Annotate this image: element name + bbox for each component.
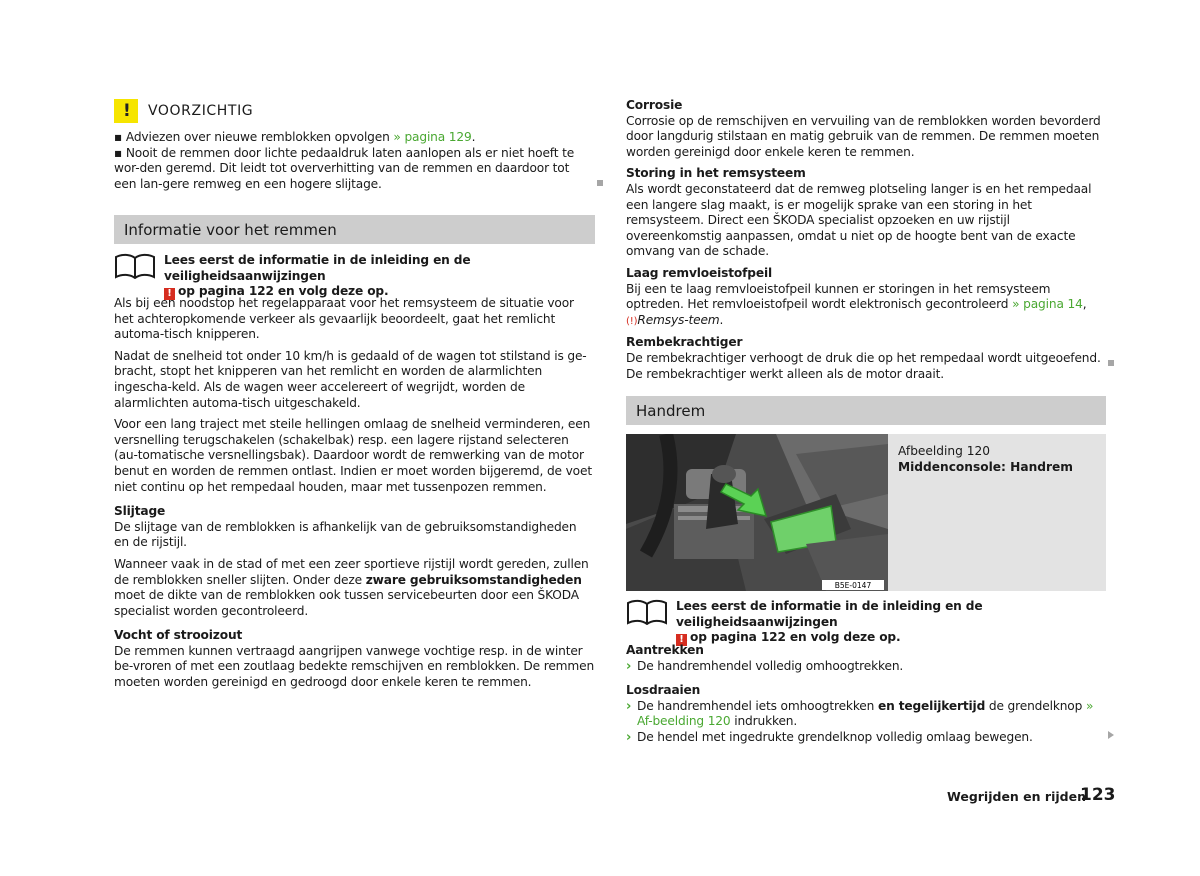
text-span: de grendelknop bbox=[985, 698, 1086, 713]
caution-bullet-2-text: Nooit de remmen door lichte pedaaldruk laten aanlopen als er niet hoeft te wor-den geremd. Dit leidt tot oververhitting van de remmen en daardoor tot een lan-gere remweg en een hogere slijtage. bbox=[114, 145, 575, 191]
paragraph: Als wordt geconstateerd dat de remweg plotseling langer is en het rempedaal een langere slag maakt, is er mogelijk sprake van een storing in het remsysteem. Direct een ŠKODA specialist opzoeken en uw rijstijl overeenkomstig aanpassen, omdat u niet op de hoogte bent van de exacte omvang van de schade. bbox=[626, 181, 1092, 259]
figure-label: Afbeelding 120 bbox=[898, 444, 991, 458]
text-span: indrukken. bbox=[730, 714, 798, 729]
section-end-marker bbox=[1108, 360, 1114, 366]
subheading-losdraaien: Losdraaien bbox=[626, 683, 701, 698]
subheading-slijtage: Slijtage bbox=[114, 504, 166, 519]
step-text bbox=[637, 699, 1106, 730]
text-span: , bbox=[1082, 297, 1087, 312]
text-span: Wanneer vaak in de stad of met een zeer sportieve rijstijl wordt gereden, zullen de remblokken sneller slijten. Onder deze bbox=[114, 556, 589, 587]
step-text: De handremhendel volledig omhoogtrekken. bbox=[637, 658, 904, 673]
paragraph: De rembekrachtiger verhoogt de druk die op het rempedaal wordt uitgeoefend. De rembekrachtiger werkt alleen als de motor draait. bbox=[626, 350, 1101, 381]
handbrake-photo bbox=[626, 434, 888, 591]
chevron-right-icon: › bbox=[626, 729, 632, 745]
brake-topics bbox=[626, 98, 1106, 382]
bold-span: en tegelijkertijd bbox=[877, 698, 986, 713]
caution-bullet-1-text: Adviezen over nieuwe remblokken opvolgen bbox=[125, 130, 394, 144]
footer-section-title: Wegrijden en rijden bbox=[947, 789, 1086, 804]
italic-span: Remsys-teem bbox=[637, 312, 720, 327]
book-icon bbox=[114, 253, 156, 279]
read-first-notice bbox=[114, 253, 595, 300]
continue-arrow-icon bbox=[1108, 731, 1114, 739]
caution-title: VOORZICHTIG bbox=[148, 103, 254, 119]
figure-code: B5E-0147 bbox=[834, 581, 872, 590]
subheading-corrosie: Corrosie bbox=[626, 98, 683, 112]
read-first-line-2: op pagina 122 en volg deze op. bbox=[178, 284, 389, 299]
text-span: . bbox=[719, 312, 724, 327]
caution-bullet-2: ▪ Nooit de remmen door lichte pedaaldruk laten aanlopen als er niet hoeft te wor-den geremd. Dit leidt tot oververhitting van de remmen en daardoor tot een lan-gere remweg en een hogere slijtage. bbox=[114, 145, 575, 191]
text-span: Bij een te laag remvloeistofpeil kunnen er storingen in het remsysteem optreden. Het remvloeistofpeil wordt elektronisch gecontroleerd bbox=[626, 281, 1051, 312]
subheading-vocht: Vocht of strooizout bbox=[114, 628, 243, 643]
section-header-handrem bbox=[626, 396, 1106, 425]
book-icon bbox=[626, 599, 668, 625]
handrem-steps bbox=[626, 643, 1106, 746]
read-first-line-2: op pagina 122 en volg deze op. bbox=[690, 630, 901, 645]
figure-120 bbox=[626, 434, 1106, 591]
section-end-marker bbox=[597, 180, 603, 186]
page-14-link[interactable]: » pagina 14 bbox=[1012, 297, 1083, 312]
read-first-notice bbox=[626, 599, 1106, 646]
subheading-laag-remvloeistofpeil: Laag remvloeistofpeil bbox=[626, 265, 773, 280]
paragraph: Corrosie op de remschijven en vervuiling van de remblokken worden bevorderd door langdurig stilstaan en matig gebruik van de remmen. De remmen moeten worden gereinigd door enkele keren te remmen. bbox=[626, 113, 1101, 159]
section-title: Informatie voor het remmen bbox=[124, 220, 337, 239]
paragraph: Voor een lang traject met steile hellingen omlaag de snelheid verminderen, een versnelling terugschakelen (schakelbak) resp. een lagere rijstand selecteren (au-tomatische versnellingsbak). Daardoor wordt de remwerking van de motor benut en worden de remmen ontlast. Indien er moet worden bijgeremd, de voet niet continu op het rempedaal houden, maar met tussenpozen remmen. bbox=[114, 417, 592, 494]
read-first-text bbox=[164, 253, 595, 300]
step-item bbox=[626, 699, 1106, 730]
paragraph: Als bij een noodstop het regelapparaat voor het remsysteem de situatie voor het achteropkomende verkeer als gevaarlijk beoordeelt, gaat het remlicht automa-tisch knipperen. bbox=[114, 296, 574, 342]
warning-icon: ! bbox=[164, 288, 175, 300]
paragraph: De remmen kunnen vertraagd aangrijpen vanwege vochtige resp. in de winter be-vroren of met een zoutlaag bedekte remschijven en remblokken. De remmen moeten worden gereinigd en gedroogd door enkele keren te remmen. bbox=[114, 643, 595, 690]
info-body bbox=[114, 296, 595, 691]
warning-icon: ! bbox=[676, 634, 687, 646]
section-title: Handrem bbox=[636, 401, 706, 420]
read-first-line-1: Lees eerst de informatie in de inleiding en de veiligheidsaanwijzingen bbox=[676, 599, 983, 629]
paragraph: Nadat de snelheid tot onder 10 km/h is gedaald of de wagen tot stilstand is ge-bracht, stopt het knipperen van het remlicht en worden de alarmlichten ingescha-keld. Als de wagen weer accelereert of wegrijdt, worden de alarmlichten automa-tisch uitgeschakeld. bbox=[114, 348, 587, 410]
paragraph: De slijtage van de remblokken is afhankelijk van de gebruiksomstandigheden en de rijstijl. bbox=[114, 519, 577, 550]
brake-warning-icon: (!) bbox=[626, 315, 638, 327]
chevron-right-icon: › bbox=[626, 698, 632, 714]
caution-bullet-1-end: . bbox=[471, 130, 476, 144]
section-header-informatie bbox=[114, 215, 595, 244]
page-129-link[interactable]: » pagina 129 bbox=[393, 130, 472, 144]
step-item bbox=[626, 730, 1106, 746]
warning-icon: ! bbox=[114, 99, 138, 123]
caution-body bbox=[114, 130, 595, 192]
paragraph bbox=[114, 557, 595, 619]
subheading-aantrekken: Aantrekken bbox=[626, 643, 704, 657]
step-text: De hendel met ingedrukte grendelknop volledig omlaag bewegen. bbox=[637, 729, 1033, 744]
step-item bbox=[626, 659, 1106, 675]
read-first-line-1: Lees eerst de informatie in de inleiding en de veiligheidsaanwijzingen bbox=[164, 253, 471, 283]
text-span: moet de dikte van de remblokken ook tussen servicebeurten door een ŠKODA specialist worden gecontroleerd. bbox=[114, 588, 579, 618]
paragraph bbox=[626, 282, 1106, 330]
caution-bullet-1: ▪ Adviezen over nieuwe remblokken opvolgen » pagina 129. bbox=[114, 130, 476, 144]
chevron-right-icon: › bbox=[626, 658, 632, 674]
page-number: 123 bbox=[1080, 785, 1116, 805]
figure-120-link[interactable]: » Af-beelding 120 bbox=[637, 698, 1094, 729]
bold-span: zware gebruiksomstandigheden bbox=[365, 572, 582, 587]
handbrake-illustration bbox=[626, 434, 888, 591]
read-first-text bbox=[676, 599, 1106, 646]
text-span: De handremhendel iets omhoogtrekken bbox=[637, 698, 878, 713]
subheading-rembekrachtiger: Rembekrachtiger bbox=[626, 335, 743, 350]
caution-header bbox=[114, 99, 253, 123]
figure-title: Middenconsole: Handrem bbox=[898, 459, 1073, 474]
subheading-storing: Storing in het remsysteem bbox=[626, 166, 806, 181]
figure-caption bbox=[888, 434, 1106, 591]
